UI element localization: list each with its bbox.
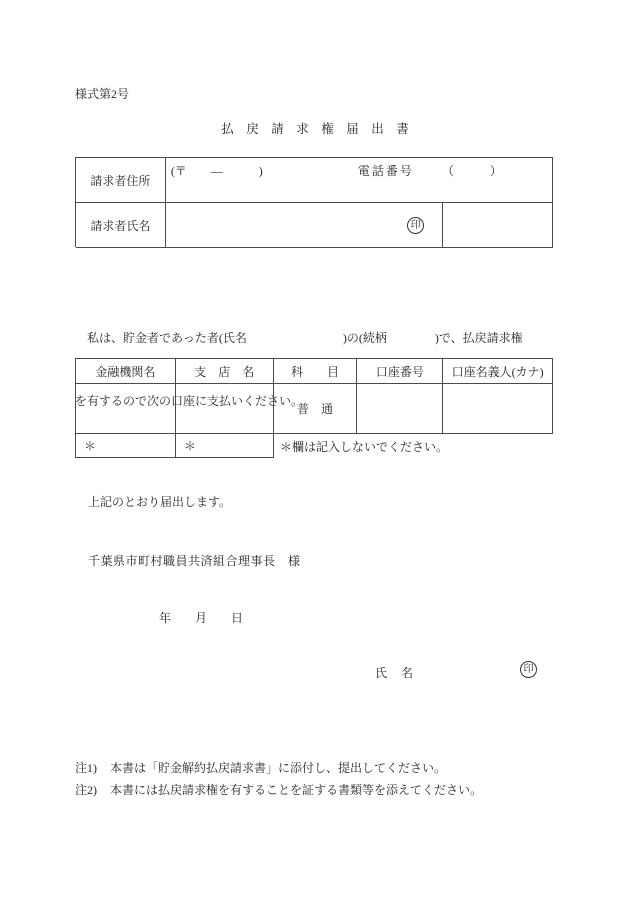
branch-name-field [176,384,274,434]
account-holder-field [443,384,553,434]
bank-table-body-row [75,384,553,434]
seal-icon [407,217,424,234]
account-number-field [357,384,443,434]
seal-char: 印 [523,663,534,675]
page-title: 払 戻 請 求 権 届 出 書 [221,122,409,136]
claimant-table [75,157,553,247]
footnote-2-label: 注2) [75,783,97,797]
asterisk-note: ＊欄は記入しないでください。 [280,440,449,454]
account-type-value: 普 通 [274,384,358,434]
bank-account-table [75,358,553,458]
bank-table-footer [75,434,553,458]
statement-line-1: 私は、貯金者であった者(氏名 )の(続柄 )で、払戻請求権 [75,331,523,345]
bank-name-field [76,384,176,434]
header-account-number: 口座番号 [357,359,443,384]
footnote-2 [75,779,575,801]
footnote-1-text: 本書は「貯金解約払戻請求書」に添付し、提出してください。 [110,761,447,775]
signature-name-label: 氏 名 [375,666,415,680]
date-line: 年 月 日 [159,611,244,625]
phone-number-field: （ ） [441,164,502,178]
footnote-2-text: 本書には払戻請求権を有することを証する書類等を添えてください。 [110,783,483,797]
postal-code-field: (〒 — ) [170,164,263,178]
claimant-name-field [166,203,443,248]
asterisk-cells [75,434,274,458]
seal-char: 印 [410,219,421,231]
footnote-1 [75,757,575,779]
header-branch-name: 支 店 名 [176,359,274,384]
claimant-name-row [76,203,553,248]
footnote-1-label: 注1) [75,761,97,775]
form-number: 様式第2号 [75,87,130,101]
asterisk-cell-bank: ＊ [76,434,176,458]
header-account-holder: 口座名義人(カナ) [443,359,553,384]
name-label: 請求者氏名 [76,203,166,248]
asterisk-cell-branch: ＊ [176,434,274,458]
addressee-text: 千葉県市町村職員共済組合理事長 様 [88,554,301,568]
header-bank-name: 金融機関名 [76,359,176,384]
claimant-address-row [76,158,553,203]
address-label: 請求者住所 [76,158,166,203]
bank-table-header [75,358,553,384]
declaration-text: 上記のとおり届出します。 [88,495,232,509]
header-account-category: 科 目 [274,359,358,384]
seal-icon [520,661,537,678]
footnotes [75,757,575,801]
claimant-extra-cell [443,203,553,248]
statement-line-2: を有するので次の口座に支払いください。 [75,394,304,408]
address-field [166,158,553,203]
phone-number-label: 電話番号 [357,164,414,178]
